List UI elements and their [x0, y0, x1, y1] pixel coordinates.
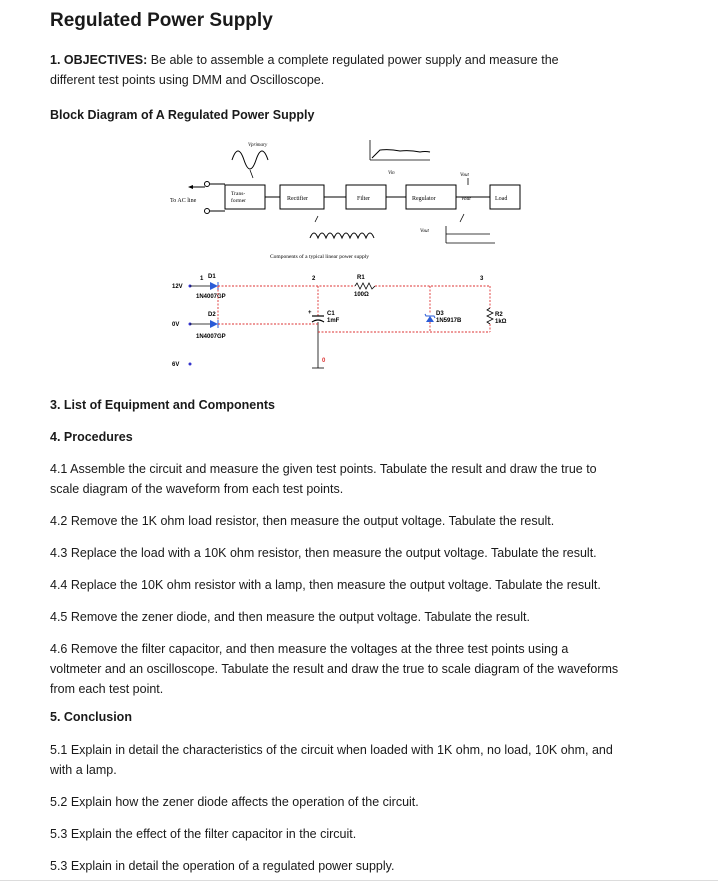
- vprimary-waveform: [232, 151, 268, 169]
- regulated-pointer: [460, 214, 464, 222]
- d3-name: D3: [436, 311, 444, 317]
- page-title: Regulated Power Supply: [50, 10, 273, 31]
- procedure-4-4-line1: 4.4 Replace the 10K ohm resistor with a lamp, then measure the output voltage. Tabulate the result.: [50, 578, 601, 592]
- page-bottom-divider: [0, 880, 718, 881]
- d2-name: D2: [208, 312, 216, 318]
- r2-name: R2: [495, 312, 503, 318]
- rectifier-label: Rectifier: [287, 196, 308, 202]
- d2-symbol: [210, 320, 218, 328]
- supply-6v-label: 6V: [172, 362, 180, 368]
- procedure-4-3: [50, 543, 650, 563]
- transformer-block: [225, 185, 265, 209]
- procedure-4-1: [50, 459, 660, 499]
- circuit-schematic: [150, 268, 550, 383]
- ac-arrow-head: [188, 185, 193, 189]
- vin-label: Vin: [388, 171, 395, 176]
- terminal-6v: [189, 363, 192, 366]
- node-3-label: 3: [480, 276, 484, 282]
- vprimary-pointer: [250, 170, 253, 178]
- objectives-label: 1. OBJECTIVES:: [50, 53, 148, 67]
- node-2-label: 2: [312, 276, 316, 282]
- conclusion-5-1-line1: 5.1 Explain in detail the characteristics of the circuit when loaded with 1K ohm, no load, 10K ohm, and: [50, 743, 613, 757]
- block-diagram-caption: Components of a typical linear power supply: [270, 254, 369, 260]
- conclusion-5-3a: [50, 824, 650, 844]
- d3-symbol: [426, 316, 434, 322]
- vout-bottom-label: Vout: [420, 229, 429, 234]
- ac-line-label: To AC line: [170, 198, 197, 204]
- block-diagram-heading: Block Diagram of A Regulated Power Supply: [50, 108, 315, 122]
- c1-plus: +: [308, 310, 312, 316]
- supply-0v-label: 0V: [172, 322, 180, 328]
- c1-plate-bottom: [312, 320, 324, 322]
- r1-name: R1: [357, 275, 365, 281]
- procedures-heading: 4. Procedures: [50, 430, 133, 444]
- procedure-4-2: [50, 511, 650, 531]
- c1-name: C1: [327, 311, 335, 317]
- filter-label: Filter: [357, 196, 370, 202]
- supply-12v-label: 12V: [172, 284, 183, 290]
- d1-part: 1N4007GP: [196, 294, 226, 300]
- conclusion-heading: 5. Conclusion: [50, 710, 132, 724]
- conclusion-5-1: [50, 740, 670, 780]
- procedure-4-2-line1: 4.2 Remove the 1K ohm load resistor, then measure the output voltage. Tabulate the result.: [50, 514, 555, 528]
- d1-symbol: [210, 282, 218, 290]
- conclusion-5-1-line2: with a lamp.: [50, 763, 117, 777]
- node-0-label: 0: [322, 358, 326, 364]
- d2-part: 1N4007GP: [196, 334, 226, 340]
- procedure-4-3-line1: 4.3 Replace the load with a 10K ohm resistor, then measure the output voltage. Tabulate the result.: [50, 546, 597, 560]
- procedure-4-6-line1: 4.6 Remove the filter capacitor, and then measure the voltages at the three test points using a: [50, 642, 569, 656]
- vout-inline-label: Vout: [461, 196, 471, 202]
- objectives-text-line1: Be able to assemble a complete regulated power supply and measure the: [147, 53, 559, 67]
- d3-part: 1N5917B: [436, 318, 462, 324]
- equipment-heading: 3. List of Equipment and Components: [50, 398, 275, 412]
- vprimary-label: Vprimary: [248, 143, 268, 148]
- vout-top-label: Vout: [460, 173, 469, 178]
- d1-name: D1: [208, 274, 216, 280]
- r2-value: 1kΩ: [495, 319, 507, 325]
- transformer-label-line2: former: [231, 198, 246, 204]
- block-diagram: [150, 138, 550, 263]
- procedure-4-1-line2: scale diagram of the waveform from each test points.: [50, 482, 344, 496]
- ac-terminal-top: [205, 182, 210, 187]
- objectives-text-line2: different test points using DMM and Oscilloscope.: [50, 73, 325, 87]
- rectified-pointer: [315, 216, 318, 222]
- r1-value: 100Ω: [354, 292, 369, 298]
- transformer-label-line1: Trans-: [231, 191, 246, 197]
- load-label: Load: [495, 196, 508, 202]
- r1-symbol: [355, 283, 375, 289]
- procedure-4-6-line2: voltmeter and an oscilloscope. Tabulate the result and draw the true to scale diagram of the waveforms: [50, 662, 619, 676]
- r2-symbol: [487, 308, 493, 324]
- conclusion-5-3b-line1: 5.3 Explain in detail the operation of a regulated power supply.: [50, 859, 395, 873]
- conclusion-5-3a-line1: 5.3 Explain the effect of the filter capacitor in the circuit.: [50, 827, 357, 841]
- node-1-label: 1: [200, 276, 204, 282]
- procedure-4-6: [50, 639, 670, 699]
- conclusion-5-2-line1: 5.2 Explain how the zener diode affects the operation of the circuit.: [50, 795, 419, 809]
- conclusion-5-2: [50, 792, 650, 812]
- procedure-4-5: [50, 607, 650, 627]
- procedure-4-5-line1: 4.5 Remove the zener diode, and then measure the output voltage. Tabulate the result.: [50, 610, 530, 624]
- conclusion-5-3b: [50, 856, 650, 876]
- rectified-waveform: [310, 233, 374, 238]
- ac-terminal-bottom: [205, 209, 210, 214]
- procedure-4-4: [50, 575, 650, 595]
- procedure-4-6-line3: from each test point.: [50, 682, 164, 696]
- c1-value: 1mF: [327, 318, 340, 324]
- filter-waveform: [372, 150, 430, 158]
- objectives-paragraph: [50, 50, 650, 90]
- regulator-label: Regulator: [412, 196, 436, 202]
- procedure-4-1-line1: 4.1 Assemble the circuit and measure the given test points. Tabulate the result and draw the true to: [50, 462, 597, 476]
